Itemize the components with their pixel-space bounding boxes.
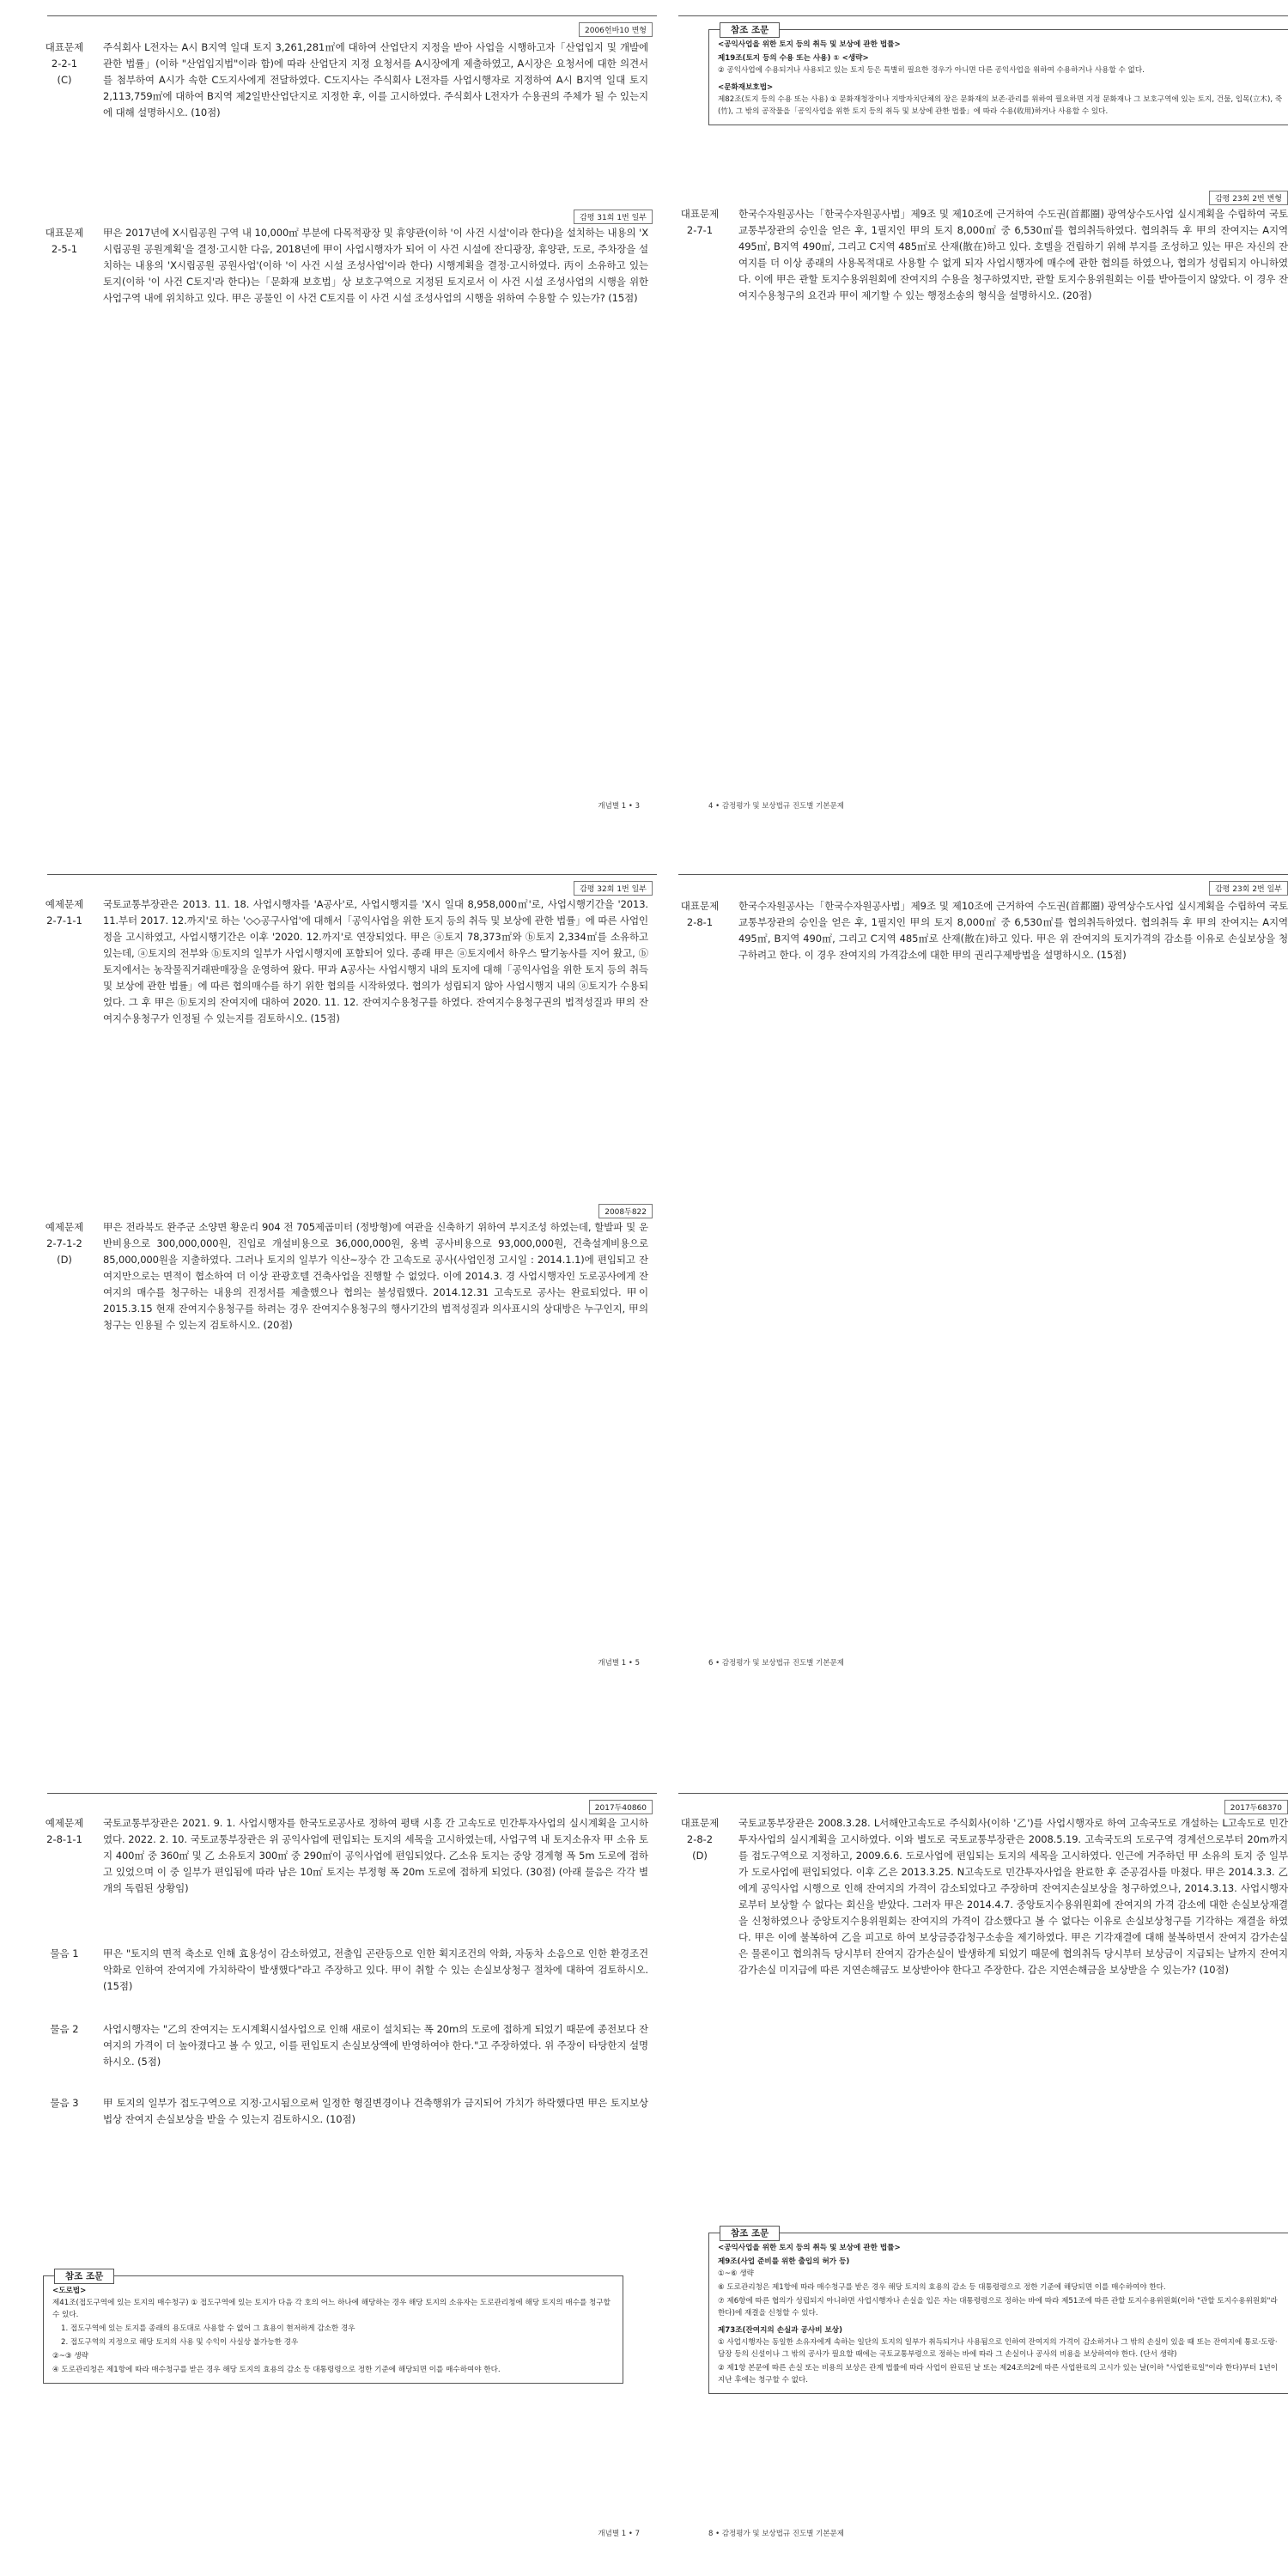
question-text: 주식회사 L전자는 A시 B지역 일대 토지 3,261,281㎡에 대하여 산업단지 지정을 받아 사업을 시행하고자「산업입지 및 개발에 관한 법률」(이하 "산업입지법"이라 함)에 따라 산업단지 지정 요청서를 A시장에게 제출하였고, A시장은 요청서에 대한 의견서를 첨부하여 A시가 속한 C도지사에게 전달하였다. C도지사는 주식회사 L전자를 사업시행자로 지정하여 A시 B지역 일대 토지 2,113,759㎡에 대하여 B지역 제2일반산업단지로 지정한 후, 이를 고시하였다. 주식회사 L전자가 수용권의 주체가 될 수 있는지에 대해 설명하시오. (10점) (103, 41, 648, 118)
question-label: 예제문제 2-7-1-2 (D) (45, 1221, 84, 1266)
reference-item: ① 사업시행자는 동일한 소유자에게 속하는 일단의 토지의 일부가 취득되거나 사용됨으로 인하여 잔여지의 가격이 감소하거나 그 밖의 손실이 있을 때 또는 잔여지에 통로·도랑·담장 등의 신설이나 그 밖의 공사가 필요할 때에는 국토교통부령으로 정하는 바에 따라 그 손실이나 공사의 비용을 보상하여야 한다. (단서 생략) (718, 2338, 1278, 2359)
question-block (34, 39, 648, 121)
question-text: 국토교통부장관은 2013. 11. 18. 사업시행자를 'A공사'로, 사업시행지를 'X시 일대 8,958,000㎡'로, 사업시행기간을 '2013. 11.부터 2017. 12.까지'로 하는 '◇◇공구사업'에 대해서「공익사업을 위한 토지 등의 취득 및 보상에 관한 법률」에 따른 사업인정을 고시하였고, 사업시행기간은 이후 '2020. 12.까지'로 연장되었다. 甲은 ⓐ토지 78,373㎡와 ⓑ토지 2,334㎡를 소유하고 있는데, ⓐ토지의 전부와 ⓑ토지의 일부가 사업시행지에 포함되어 있다. 종래 甲은 ⓐ토지에서 하우스 딸기농사를 지어 왔고, ⓑ토지에서는 농작물직거래판매장을 운영하여 왔다. 甲과 A공사는 사업시행지 내의 토지에 대해「공익사업을 위한 토지 등의 취득 및 보상에 관한 법률」에 따른 협의매수를 하기 위한 협의를 시작하였다. 협의가 성립되지 않아 사업시행지 내의 ⓐ토지가 수용되었다. 그 후 甲은 ⓑ토지의 잔여지에 대하여 2020. 11. 12. 잔여지수용청구를 하였다. 잔여지수용청구권의 법적성질과 甲의 잔여지수용청구가 인정될 수 있는지를 검토하시오. (15점) (103, 898, 648, 1024)
sub-question-label: 물음 1 (50, 1947, 79, 1959)
reference-title: 참조 조문 (54, 2269, 114, 2284)
question-block (670, 898, 1288, 963)
top-rule (47, 874, 657, 875)
top-rule (678, 15, 1288, 16)
page-footer: 개념별 1 • 5 (598, 1659, 640, 1668)
page-4 (670, 0, 1288, 859)
reference-item: ④ 도로관리청은 제1항에 따라 매수청구를 받은 경우 해당 토지의 효용의 감소 등 대통령령으로 정한 기준에 해당되면 이를 매수하여야 한다. (52, 2366, 501, 2374)
top-rule (678, 874, 1288, 875)
reference-paragraph: 제82조(토지 등의 수용 또는 사용) ① 문화재청장이나 지방자치단체의 장은 문화재의 보존·관리를 위하여 필요하면 지정 문화재나 그 보호구역에 있는 토지, 건물, 입목(立木), 죽(竹), 그 밖의 공작물을「공익사업을 위한 토지 등의 취득 및 보상에 관한 법률」에 따라 수용(收用)하거나 사용할 수 있다. (718, 95, 1283, 116)
reference-item: ⑥ 도로관리청은 제1항에 따라 매수청구를 받은 경우 해당 토지의 효용의 감소 등 대통령령으로 정한 기준에 해당되면 이를 매수하여야 한다. (718, 2283, 1166, 2292)
reference-title: 참조 조문 (720, 22, 780, 38)
question-block (34, 1815, 648, 1897)
page-footer: 개념별 1 • 7 (598, 2530, 640, 2538)
top-rule (47, 1793, 657, 1794)
reference-article: 제9조(사업 준비를 위한 출입의 허가 등) (718, 2257, 850, 2266)
page-6 (670, 859, 1288, 1717)
question-label: 대표문제 2-8-2 (D) (680, 1817, 720, 1862)
source-tag: 감평 31회 1번 일부 (574, 210, 653, 224)
reference-law: <공익사업을 위한 토지 등의 취득 및 보상에 관한 법률> (718, 40, 901, 49)
question-block (34, 896, 648, 1027)
question-label: 대표문제 2-2-1 (C) (45, 41, 84, 86)
reference-item: 1. 접도구역에 있는 토지를 종래의 용도대로 사용할 수 없어 그 효용이 현저하게 감소한 경우 (61, 2324, 355, 2333)
source-tag: 감평 32회 1번 일부 (574, 881, 653, 896)
question-block (670, 1815, 1288, 1978)
question-block (34, 1219, 648, 1334)
page-footer: 6 • 감정평가 및 보상법규 진도별 기본문제 (708, 1659, 845, 1668)
page-5 (26, 859, 661, 1717)
reference-law: <공익사업을 위한 토지 등의 취득 및 보상에 관한 법률> (718, 2244, 901, 2252)
sub-question-2 (34, 2021, 648, 2070)
reference-item: ②~③ 생략 (52, 2352, 88, 2360)
sub-question-1 (34, 1946, 648, 1995)
sub-question-text: 甲 토지의 일부가 접도구역으로 지정·고시됨으로써 일정한 형질변경이나 건축행위가 금지되어 가치가 하락했다면 甲은 토지보상법상 잔여지 손실보상을 받을 수 있는지 검토하시오. (10점) (103, 2097, 648, 2125)
question-label: 대표문제 2-7-1 (680, 208, 720, 236)
top-rule (678, 1793, 1288, 1794)
page-8 (670, 1717, 1288, 2576)
question-label: 대표문제 2-8-1 (680, 900, 720, 928)
reference-item: ② 제1항 본문에 따른 손실 또는 비용의 보상은 관계 법률에 따라 사업이 완료된 날 또는 제24조의2에 따른 사업완료의 고시가 있는 날(이하 "사업완료일"이라 한다)부터 1년이 지난 후에는 청구할 수 없다. (718, 2364, 1279, 2385)
reference-paragraph: ② 공익사업에 수용되거나 사용되고 있는 토지 등은 특별히 필요한 경우가 아니면 다른 공익사업을 위하여 수용하거나 사용할 수 없다. (718, 66, 1145, 75)
reference-box (708, 25, 1288, 125)
question-label: 예제문제 2-8-1-1 (45, 1817, 84, 1845)
sub-question-label: 물음 3 (50, 2097, 79, 2109)
reference-title: 참조 조문 (720, 2226, 780, 2241)
source-tag: 2008두822 (598, 1204, 653, 1218)
reference-box (708, 2228, 1288, 2394)
source-tag: 2006헌바10 변형 (579, 22, 653, 37)
sub-question-text: 甲은 "토지의 면적 축소로 인해 효용성이 감소하였고, 전출입 곤란등으로 인한 획지조건의 악화, 자동차 소음으로 인한 환경조건 악화로 인하여 잔여지에 가치하락이 발생했다"라고 주장하고 있다. 甲이 취할 수 있는 손실보상청구 절차에 대하여 검토하시오. (15점) (103, 1947, 648, 1992)
page-footer: 8 • 감정평가 및 보상법규 진도별 기본문제 (708, 2530, 845, 2538)
question-block (670, 206, 1288, 304)
reference-paragraph: 제41조(접도구역에 있는 토지의 매수청구) ① 접도구역에 있는 토지가 다음 각 호의 어느 하나에 해당하는 경우 해당 토지의 소유자는 도로관리청에 해당 토지의 매수를 청구할 수 있다. (52, 2299, 611, 2319)
question-label: 대표문제 2-5-1 (45, 227, 84, 255)
page-footer: 개념별 1 • 3 (598, 802, 640, 811)
reference-box (43, 2271, 623, 2384)
reference-article: 제73조(잔여지의 손실과 공사비 보상) (718, 2326, 843, 2335)
reference-item: ⑦ 제6항에 따른 협의가 성립되지 아니하면 사업시행자나 손실을 입은 자는 대통령령으로 정하는 바에 따라 제51조에 따른 관할 토지수용위원회(이하 "관할 토지수용위원회"라 한다)에 재결을 신청할 수 있다. (718, 2297, 1278, 2318)
top-rule (47, 15, 657, 16)
reference-item: 2. 접도구역의 지정으로 해당 토지의 사용 및 수익이 사실상 불가능한 경우 (61, 2338, 299, 2347)
page-3 (26, 0, 661, 859)
question-block (34, 225, 648, 307)
source-tag: 감평 23회 2번 일부 (1209, 881, 1288, 896)
question-text: 甲은 전라북도 완주군 소양면 황운리 904 전 705제곱미터 (정방형)에 여관을 신축하기 위하여 부지조성 하였는데, 할발파 및 운반비용으로 300,000,000원, 진입로 개설비용으로 36,000,000원, 옹벽 공사비용으로 93,000,000원, 건축설계비용으로 85,000,000원을 지출하였다. 그러나 토지의 일부가 익산~장수 간 고속도로 공사(사업인정 고시일 : 2014.1.1)에 편입되고 잔여지만으로는 면적이 협소하여 더 이상 관광호텔 건축사업을 진행할 수 없었다. 이에 2014.3. 경 사업시행자인 도로공사에게 잔여지의 매수를 청구하는 내용의 진정서를 제출했으나 협의는 불성립했다. 2014.12.31 고속도로 공사는 완료되었다. 甲이 2015.3.15 현재 잔여지수용청구를 하려는 경우 잔여지수용청구의 행사기간의 법적성질과 의사표시의 상대방은 누구인지, 甲의 청구는 인용될 수 있는지 검토하시오. (20점) (103, 1221, 648, 1331)
sub-question-3 (34, 2095, 648, 2128)
source-tag: 2017두68370 (1224, 1800, 1288, 1814)
question-text: 국토교통부장관은 2021. 9. 1. 사업시행자를 한국도로공사로 정하여 평택 시흥 간 고속도로 민간투자사업의 실시계획을 고시하였다. 2022. 2. 10. 국토교통부장관은 위 공익사업에 편입되는 토지의 세목을 고시하였는데, 사업구역 내 토지소유자 甲 소유 토지 400㎡ 중 360㎡ 및 乙 소유토지 300㎡ 중 290㎡이 공익사업에 편입되었다. 乙소유 토지는 중앙 경계형 폭 5m 도로에 접하고 있었으며 이 중 일부가 편입됨에 따라 남은 10㎡ 토지는 부정형 폭 20m 도로에 접하게 되었다. (30점) (아래 물음은 각각 별개의 독립된 상황임) (103, 1817, 648, 1894)
question-text: 甲은 2017년에 X시립공원 구역 내 10,000㎡ 부분에 다목적광장 및 휴양관(이하 '이 사건 시설'이라 한다)을 설치하는 내용의 'X시립공원 공원계획'을 결정·고시한 다음, 2018년에 甲이 사업시행자가 되어 이 사건 시설에 잔디광장, 휴양관, 도로, 주차장을 설치하는 내용의 'X시립공원 공원사업'(이하 '이 사건 시설 조성사업'이라 한다) 시행계획을 결정·고시하였다. 丙이 소유하고 있는 토지(이하 '이 사건 C토지'라 한다)는「문화재 보호법」상 보호구역으로 지정된 토지로서 이 사건 시설 조성사업의 시행을 위한 사업구역 내에 위치하고 있다. 甲은 공물인 이 사건 C토지를 이 사건 시설 조성사업의 시행을 위하여 수용할 수 있는가? (15점) (103, 227, 648, 304)
page-7 (26, 1717, 661, 2576)
reference-law: <도로법> (52, 2287, 87, 2295)
question-text: 한국수자원공사는「한국수자원공사법」제9조 및 제10조에 근거하여 수도권(首都圈) 광역상수도사업 실시계획을 수립하여 국토교통부장관의 승인을 얻은 후, 1필지인 甲의 토지 8,000㎡ 중 6,530㎡를 협의취득하였다. 협의취득 후 甲의 잔여지는 A지역 495㎡, B지역 490㎡, 그리고 C지역 485㎡로 산재(散在)하고 있다. 호텔을 건립하기 위해 부지를 조성하고 있는 甲은 자신의 잔여지를 더 이상 종래의 사용목적대로 사용할 수 없게 되자 사업시행자에 매수에 관한 협의를 하였으나, 협의가 성립되지 아니하였다. 이에 甲은 관할 토지수용위원회에 잔여지의 수용을 청구하였지만, 관할 토지수용위원회는 이를 받아들이지 않았다. 이 경우 잔여지수용청구의 요건과 甲이 제기할 수 있는 행정소송의 형식을 설명하시오. (20점) (738, 208, 1288, 301)
reference-law: <문화재보호법> (718, 83, 774, 92)
page-footer: 4 • 감정평가 및 보상법규 진도별 기본문제 (708, 802, 845, 811)
question-text: 한국수자원공사는「한국수자원공사법」제9조 및 제10조에 근거하여 수도권(首都圈) 광역상수도사업 실시계획을 수립하여 국토교통부장관의 승인을 얻은 후, 1필지인 甲의 토지 8,000㎡ 중 6,530㎡를 협의취득하였다. 협의취득 후 甲의 잔여지는 A지역 495㎡, B지역 490㎡, 그리고 C지역 485㎡로 산재(散在)하고 있다. 甲은 위 잔여지의 토지가격의 감소를 이유로 손실보상을 청구하려고 한다. 이 경우 잔여지의 가격감소에 대한 甲의 권리구제방법을 설명하시오. (15점) (738, 900, 1288, 961)
source-tag: 2017두40860 (589, 1800, 653, 1814)
source-tag: 감평 23회 2번 변형 (1209, 191, 1288, 205)
question-text: 국토교통부장관은 2008.3.28. L서해안고속도로 주식회사(이하 '乙')를 사업시행자로 하여 고속국도로 개설하는 L고속도로 민간투자사업의 실시계획을 고시하였다. 이와 별도로 국토교통부장관은 2008.5.19. 고속국도의 도로구역 경계선으로부터 20m까지를 접도구역으로 지정하고, 2009.6.6. 도로사업에 편입되는 토지의 세목을 고시하였다. 인근에 거주하던 甲 소유의 토지 중 일부가 도로사업에 편입되었다. 이후 乙은 2013.3.25. N고속도로 민간투자사업을 완료한 후 준공검사를 마쳤다. 甲은 2014.3.3. 乙에게 공익사업 시행으로 인해 잔여지의 가격이 감소되었다고 주장하며 잔여지손실보상을 청구하였으나, 2014.3.13. 사업시행자로부터 보상할 수 없다는 회신을 받았다. 그러자 甲은 2014.4.7. 중앙토지수용위원회에 잔여지의 가격 감소에 대한 손실보상재결을 신청하였으나 중앙토지수용위원회는 잔여지의 가격이 감소했다고 볼 수 없다는 이유로 손실보상청구를 기각하는 재결을 하였다. 甲은 이에 불복하여 乙을 피고로 하여 보상금증감청구소송을 제기하였다. 甲은 기각재결에 대해 불복하면서 잔여지 감가손실은 물론이고 협의취득 당시부터 잔여지 감가손실이 발생하게 되었기 때문에 협의취득 당시부터 보상금이 지급되는 날까지 잔여지 감가손실 미지급에 따른 지연손해금도 보상받아야 한다고 주장한다. 갑은 지연손해금을 보상받을 수 있는가? (10점) (738, 1817, 1288, 1976)
sub-question-label: 물음 2 (50, 2023, 79, 2035)
question-label: 예제문제 2-7-1-1 (45, 898, 84, 927)
reference-article: 제19조(토지 등의 수용 또는 사용) ① <생략> (718, 54, 869, 63)
reference-item: ①~⑥ 생략 (718, 2269, 754, 2278)
sub-question-text: 사업시행자는 "乙의 잔여지는 도시계획시설사업으로 인해 새로이 설치되는 폭 20m의 도로에 접하게 되었기 때문에 종전보다 잔여지의 가격이 더 높아졌다고 볼 수 있고, 이를 편입토지 손실보상액에 반영하여야 한다."고 주장하였다. 위 주장이 타당한지 설명하시오. (5점) (103, 2023, 648, 2068)
